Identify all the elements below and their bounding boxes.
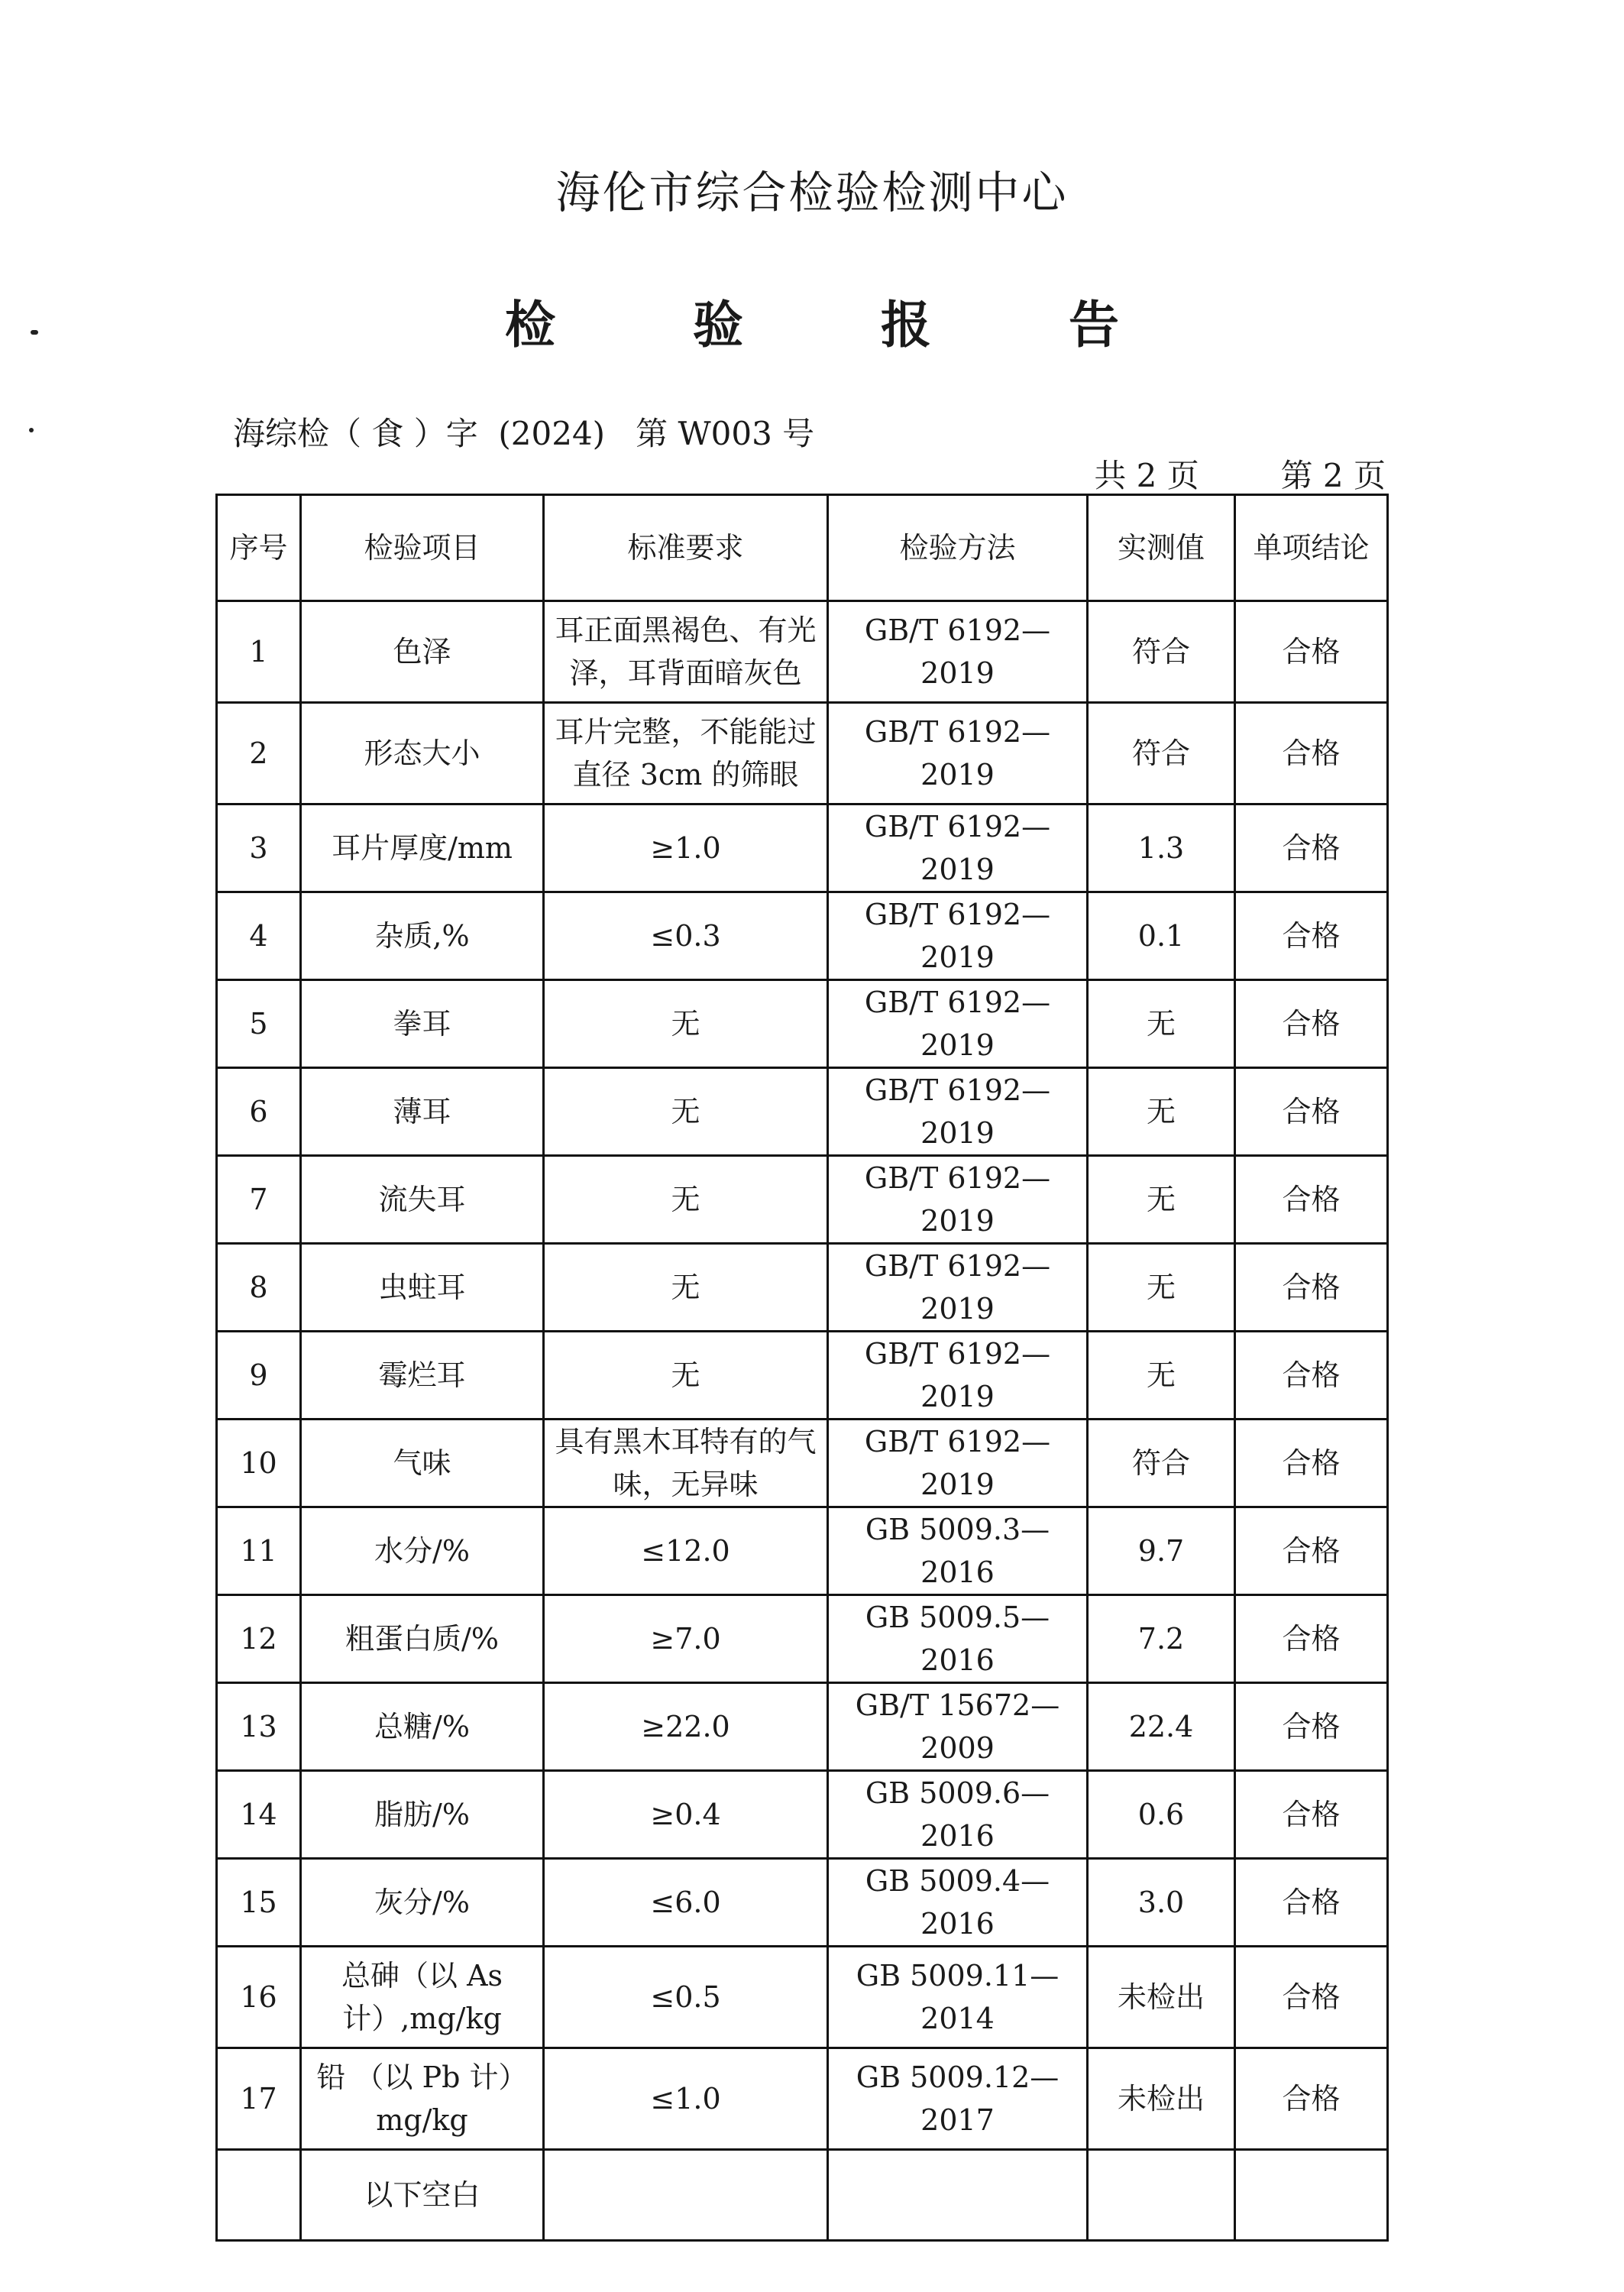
table-header-row xyxy=(217,495,1388,601)
cell-value: 3.0 xyxy=(1088,1859,1235,1947)
table-row-blank xyxy=(217,2150,1388,2241)
cell-value: 无 xyxy=(1088,1068,1235,1156)
table-row xyxy=(217,1683,1388,1771)
cell-method: GB/T 6192—2019 xyxy=(828,703,1088,804)
cell-method xyxy=(828,2150,1088,2241)
cell-value: 无 xyxy=(1088,1332,1235,1420)
table-row xyxy=(217,2048,1388,2150)
cell-standard: 耳片完整，不能能过直径 3cm 的筛眼 xyxy=(544,703,828,804)
table-row xyxy=(217,1244,1388,1332)
cell-standard: ≥0.4 xyxy=(544,1771,828,1859)
table-row xyxy=(217,804,1388,892)
cell-no: 15 xyxy=(217,1859,301,1947)
cell-standard: ≤0.5 xyxy=(544,1947,828,2048)
cell-conclusion: 合格 xyxy=(1235,1683,1388,1771)
cell-value: 符合 xyxy=(1088,601,1235,703)
cell-standard: ≤1.0 xyxy=(544,2048,828,2150)
cell-no: 10 xyxy=(217,1420,301,1507)
cell-conclusion: 合格 xyxy=(1235,1068,1388,1156)
cell-method: GB/T 6192—2019 xyxy=(828,1068,1088,1156)
cell-value xyxy=(1088,2150,1235,2241)
cell-method: GB 5009.11—2014 xyxy=(828,1947,1088,2048)
table-row xyxy=(217,980,1388,1068)
cell-no: 1 xyxy=(217,601,301,703)
cell-standard: 具有黑木耳特有的气味，无异味 xyxy=(544,1420,828,1507)
table-row xyxy=(217,1420,1388,1507)
inspection-table xyxy=(215,494,1389,2242)
cell-value: 1.3 xyxy=(1088,804,1235,892)
cell-standard: 无 xyxy=(544,1156,828,1244)
cell-method: GB 5009.5—2016 xyxy=(828,1595,1088,1683)
cell-conclusion: 合格 xyxy=(1235,1420,1388,1507)
cell-item: 铅 （以 Pb 计）mg/kg xyxy=(301,2048,544,2150)
cell-conclusion: 合格 xyxy=(1235,1156,1388,1244)
cell-conclusion: 合格 xyxy=(1235,703,1388,804)
cell-standard: ≤0.3 xyxy=(544,892,828,980)
cell-value: 无 xyxy=(1088,1244,1235,1332)
total-pages: 共 2 页 xyxy=(1094,457,1199,494)
cell-item: 虫蛀耳 xyxy=(301,1244,544,1332)
cell-method: GB/T 6192—2019 xyxy=(828,804,1088,892)
cell-conclusion: 合格 xyxy=(1235,1947,1388,2048)
table-row xyxy=(217,703,1388,804)
cell-method: GB/T 6192—2019 xyxy=(828,980,1088,1068)
col-header-value: 实测值 xyxy=(1088,495,1235,601)
cell-conclusion: 合格 xyxy=(1235,1507,1388,1595)
col-header-no: 序号 xyxy=(217,495,301,601)
cell-conclusion xyxy=(1235,2150,1388,2241)
col-header-conclusion: 单项结论 xyxy=(1235,495,1388,601)
cell-no: 13 xyxy=(217,1683,301,1771)
cell-value: 未检出 xyxy=(1088,2048,1235,2150)
cell-value: 符合 xyxy=(1088,1420,1235,1507)
col-header-standard: 标准要求 xyxy=(544,495,828,601)
cell-standard: ≥1.0 xyxy=(544,804,828,892)
cell-item: 脂肪/% xyxy=(301,1771,544,1859)
table-row xyxy=(217,892,1388,980)
cell-value: 9.7 xyxy=(1088,1507,1235,1595)
table-row xyxy=(217,1859,1388,1947)
table-row xyxy=(217,1332,1388,1420)
page-info xyxy=(1094,451,1386,497)
cell-method: GB 5009.6—2016 xyxy=(828,1771,1088,1859)
cell-conclusion: 合格 xyxy=(1235,1771,1388,1859)
cell-no: 4 xyxy=(217,892,301,980)
cell-standard: 无 xyxy=(544,980,828,1068)
cell-item: 色泽 xyxy=(301,601,544,703)
table-row xyxy=(217,601,1388,703)
cell-standard: 无 xyxy=(544,1244,828,1332)
cell-item: 杂质,% xyxy=(301,892,544,980)
cell-standard: 无 xyxy=(544,1068,828,1156)
cell-conclusion: 合格 xyxy=(1235,2048,1388,2150)
cell-item: 水分/% xyxy=(301,1507,544,1595)
cell-item: 流失耳 xyxy=(301,1156,544,1244)
blank-note: 以下空白 xyxy=(301,2150,544,2241)
cell-value: 0.1 xyxy=(1088,892,1235,980)
cell-method: GB/T 6192—2019 xyxy=(828,1244,1088,1332)
cell-no: 12 xyxy=(217,1595,301,1683)
col-header-item: 检验项目 xyxy=(301,495,544,601)
cell-method: GB 5009.3—2016 xyxy=(828,1507,1088,1595)
cell-method: GB/T 6192—2019 xyxy=(828,1156,1088,1244)
cell-conclusion: 合格 xyxy=(1235,1332,1388,1420)
cell-item: 形态大小 xyxy=(301,703,544,804)
cell-item: 薄耳 xyxy=(301,1068,544,1156)
cell-no xyxy=(217,2150,301,2241)
cell-method: GB 5009.4—2016 xyxy=(828,1859,1088,1947)
cell-conclusion: 合格 xyxy=(1235,892,1388,980)
report-title: 检验报告 xyxy=(505,295,1257,354)
cell-standard: 耳正面黑褐色、有光泽，耳背面暗灰色 xyxy=(544,601,828,703)
cell-item: 灰分/% xyxy=(301,1859,544,1947)
cell-value: 符合 xyxy=(1088,703,1235,804)
cell-no: 6 xyxy=(217,1068,301,1156)
cell-conclusion: 合格 xyxy=(1235,1859,1388,1947)
cell-no: 16 xyxy=(217,1947,301,2048)
cell-standard xyxy=(544,2150,828,2241)
cell-method: GB 5009.12—2017 xyxy=(828,2048,1088,2150)
cell-no: 8 xyxy=(217,1244,301,1332)
cell-value: 22.4 xyxy=(1088,1683,1235,1771)
cell-conclusion: 合格 xyxy=(1235,1595,1388,1683)
cell-method: GB/T 6192—2019 xyxy=(828,892,1088,980)
cell-item: 气味 xyxy=(301,1420,544,1507)
cell-item: 霉烂耳 xyxy=(301,1332,544,1420)
cell-value: 7.2 xyxy=(1088,1595,1235,1683)
cell-conclusion: 合格 xyxy=(1235,804,1388,892)
cell-standard: ≤6.0 xyxy=(544,1859,828,1947)
cell-conclusion: 合格 xyxy=(1235,1244,1388,1332)
cell-item: 总砷（以 As 计）,mg/kg xyxy=(301,1947,544,2048)
cell-no: 2 xyxy=(217,703,301,804)
cell-no: 14 xyxy=(217,1771,301,1859)
cell-method: GB/T 6192—2019 xyxy=(828,1332,1088,1420)
cell-conclusion: 合格 xyxy=(1235,980,1388,1068)
table-row xyxy=(217,1595,1388,1683)
cell-item: 耳片厚度/mm xyxy=(301,804,544,892)
cell-no: 5 xyxy=(217,980,301,1068)
table-row xyxy=(217,1068,1388,1156)
cell-standard: ≤12.0 xyxy=(544,1507,828,1595)
current-page: 第 2 页 xyxy=(1280,457,1386,494)
cell-no: 11 xyxy=(217,1507,301,1595)
cell-value: 无 xyxy=(1088,1156,1235,1244)
cell-item: 粗蛋白质/% xyxy=(301,1595,544,1683)
cell-standard: ≥7.0 xyxy=(544,1595,828,1683)
scan-speck xyxy=(29,428,34,432)
cell-no: 17 xyxy=(217,2048,301,2150)
cell-method: GB/T 15672—2009 xyxy=(828,1683,1088,1771)
cell-no: 9 xyxy=(217,1332,301,1420)
cell-value: 未检出 xyxy=(1088,1947,1235,2048)
cell-method: GB/T 6192—2019 xyxy=(828,601,1088,703)
cell-item: 拳耳 xyxy=(301,980,544,1068)
cell-no: 7 xyxy=(217,1156,301,1244)
cell-conclusion: 合格 xyxy=(1235,601,1388,703)
table-row xyxy=(217,1771,1388,1859)
cell-standard: ≥22.0 xyxy=(544,1683,828,1771)
cell-no: 3 xyxy=(217,804,301,892)
org-name: 海伦市综合检验检测中心 xyxy=(555,167,1069,219)
table-row xyxy=(217,1947,1388,2048)
cell-value: 0.6 xyxy=(1088,1771,1235,1859)
cell-method: GB/T 6192—2019 xyxy=(828,1420,1088,1507)
col-header-method: 检验方法 xyxy=(828,495,1088,601)
table-row xyxy=(217,1156,1388,1244)
cell-value: 无 xyxy=(1088,980,1235,1068)
table-row xyxy=(217,1507,1388,1595)
cell-item: 总糖/% xyxy=(301,1683,544,1771)
cell-standard: 无 xyxy=(544,1332,828,1420)
report-number: 海综检（ 食 ）字 (2024) 第 W003 号 xyxy=(233,415,815,452)
